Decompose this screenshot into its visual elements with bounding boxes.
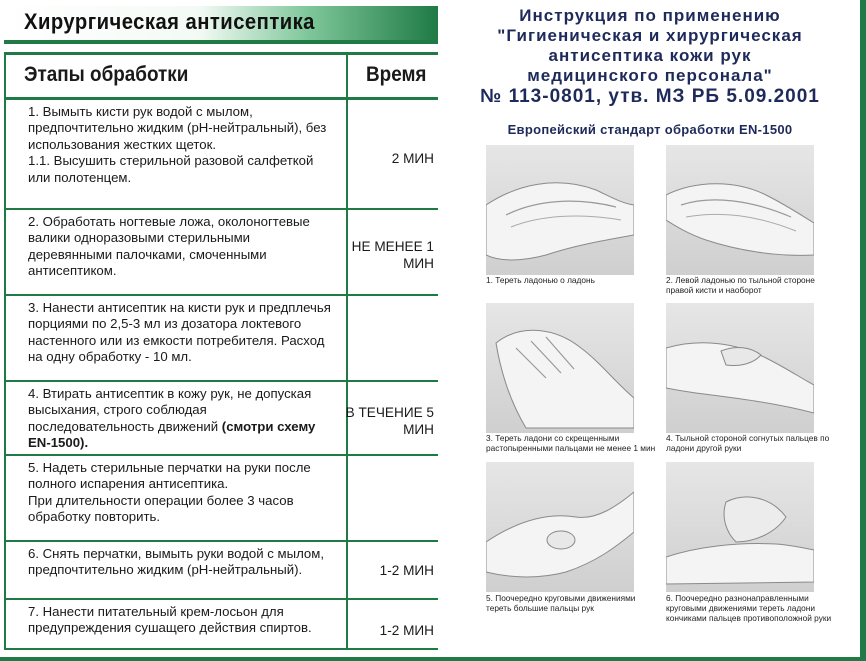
step-text <box>28 386 336 452</box>
banner-title: Хирургическая антисептика <box>24 9 315 34</box>
header-time: Время <box>366 63 427 86</box>
photo-step-1 <box>486 145 634 275</box>
step-time: 2 МИН <box>391 151 434 166</box>
interlaced-fingers-icon <box>486 303 634 433</box>
title-line: Инструкция по применению <box>519 6 781 25</box>
step-1-1-text: 1.1. Высушить стерильной разовой салфеткой или полотенцем. <box>28 153 314 185</box>
step-text <box>28 460 336 526</box>
step-text <box>28 104 336 186</box>
photo-step-4 <box>666 303 814 433</box>
banner-underline <box>4 40 438 44</box>
table-row <box>6 382 438 456</box>
step-2-text: 2. Обработать ногтевые ложа, околоногтевые валики одноразовыми стерильными деревянными палочками, смоченными антисептиком. <box>28 214 310 279</box>
title-line: медицинского персонала" <box>527 66 773 85</box>
thumb-rub-icon <box>486 462 634 592</box>
step-4-scheme-ref: (смотри схему EN-1500). <box>28 418 316 451</box>
step-time: 1-2 МИН <box>379 623 434 638</box>
fingertips-rub-icon <box>666 462 814 592</box>
table-row <box>6 100 438 210</box>
step-4-text: 4. Втирать антисептик в кожу рук, не допуская высыхания, строго соблюдая последовательность движений <box>28 386 312 434</box>
step-5-note: При длительности операции более 3 часов обработку повторить. <box>28 492 294 525</box>
table-row <box>6 210 438 296</box>
title-banner <box>4 6 438 40</box>
hands-palm-to-palm-icon <box>486 145 634 275</box>
instruction-panel <box>440 0 860 661</box>
hand-back-rub-icon <box>666 145 814 275</box>
photo-step-3 <box>486 303 634 433</box>
title-line: антисептика кожи рук <box>548 46 752 65</box>
caption-step-6: 6. Поочередно разнонаправленными круговыми движениями тереть ладони кончиками пальцев противоположной руки <box>666 593 832 623</box>
photo-step-6 <box>666 462 814 592</box>
step-1-text: 1. Вымыть кисти рук водой с мылом, предпочтительно жидким (рН-нейтральный), без использования жестких щеток. <box>28 104 327 152</box>
table-row <box>6 600 438 648</box>
photo-step-5 <box>486 462 634 592</box>
caption-step-1: 1. Тереть ладонью о ладонь <box>486 275 595 285</box>
standard-subtitle: Европейский стандарт обработки EN-1500 <box>507 122 793 137</box>
table-row <box>6 456 438 542</box>
instruction-title <box>440 6 860 86</box>
table-row <box>6 296 438 382</box>
title-line: "Гигиеническая и хирургическая <box>497 26 803 45</box>
table-header <box>6 52 438 100</box>
step-7-text: 7. Нанести питательный крем-лосьон для предупреждения сушащего действия спиртов. <box>28 604 312 636</box>
steps-table <box>4 52 438 650</box>
procedure-table-panel <box>4 6 438 650</box>
step-time: 1-2 МИН <box>379 563 434 578</box>
caption-step-3: 3. Тереть ладони со скрещенными растопыренными пальцами не менее 1 мин <box>486 433 656 453</box>
step-time: В ТЕЧЕНИЕ 5 МИН <box>345 405 434 437</box>
step-5-text: 5. Надеть стерильные перчатки на руки после полного испарения антисептика. <box>28 460 311 492</box>
header-stage: Этапы обработки <box>24 63 189 86</box>
document-number: № 113-0801, утв. МЗ РБ 5.09.2001 <box>480 86 820 107</box>
caption-step-4: 4. Тыльной стороной согнутых пальцев по ладони другой руки <box>666 433 830 453</box>
step-6-text: 6. Снять перчатки, вымыть руки водой с мылом, предпочтительно жидким (рН-нейтральный). <box>28 546 324 578</box>
caption-step-5: 5. Поочередно круговыми движениями тереть большие пальцы рук <box>486 593 636 613</box>
bent-fingers-icon <box>666 303 814 433</box>
step-3-text: 3. Нанести антисептик на кисти рук и предплечья порциями по 2,5-3 мл из дозатора локтевого настенного или из емкости потребителя. Расход на одну обработку - 10 мл. <box>28 300 331 365</box>
photo-step-2 <box>666 145 814 275</box>
step-time: НЕ МЕНЕЕ 1 МИН <box>351 239 434 271</box>
caption-step-2: 2. Левой ладонью по тыльной стороне правой кисти и наоборот <box>666 275 815 295</box>
table-row <box>6 542 438 600</box>
